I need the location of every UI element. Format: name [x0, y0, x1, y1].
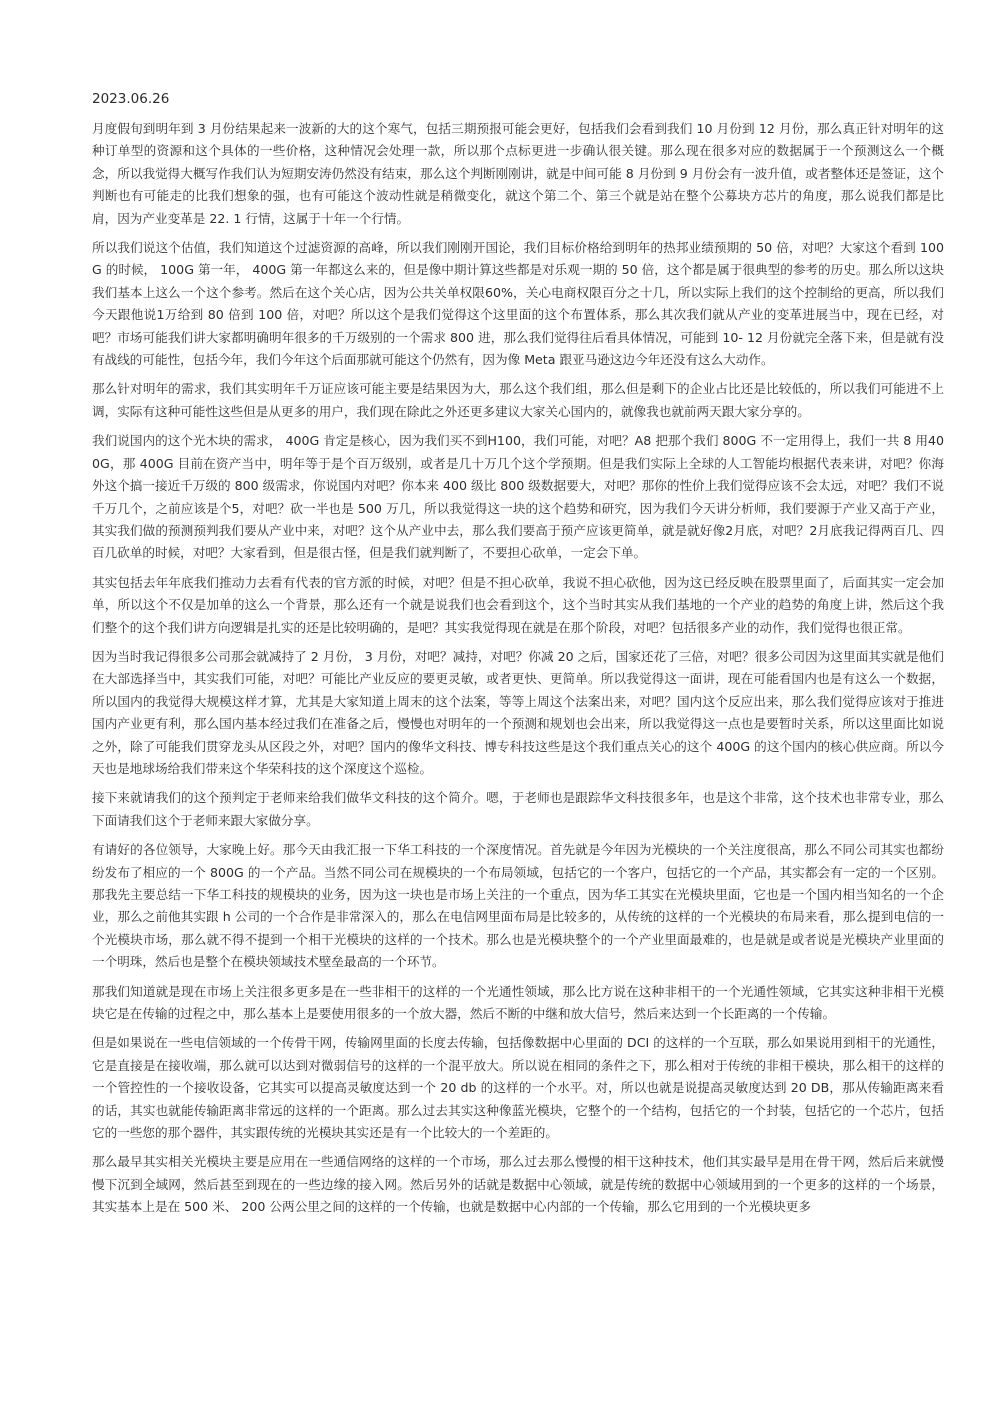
paragraph: 因为当时我记得很多公司那会就减持了 2 月份， 3 月份，对吧？减持，对吧？你减 20 之后，国家还花了三倍，对吧？很多公司因为这里面其实就是他们在大部选择当中，其实我们可能，对吧？可能比产业反应的要更灵敏，或者更快、更简单。所以我觉得这一面讲，现在可能看国内也是有这么一个数据，所以国内的我觉得大规模这样才算，尤其是大家知道上周末的这个法案，等等上周这个法案出来，对吧？国内这个反应出来，那么我们觉得应该对于推进国内产业更有利，那么国内基本经过我们在准备之后，慢慢也对明年的一个预测和规划也会出来，所以我觉得这一点也是要暂时关系，所以这里面比如说之外，除了可能我们贯穿龙头从区段之外，对吧？国内的像华文科技、博专科技这些是这个我们重点关心的这个 400G 的这个国内的核心供应商。所以今天也是地球场给我们带来这个华荣科技的这个深度这个巡检。	[92, 648, 944, 776]
paragraph: 我们说国内的这个光木块的需求， 400G 肯定是核心，因为我们买不到H100，我们可能，对吧？A8 把那个我们 800G 不一定用得上，我们一共 8 用400G，那 400G 目前在资产当中，明年等于是个百万级别，或者是几十万几个这个学预期。但是我们实际上全球的人工智能均根据代表来讲，对吧？你海外这个搞一接近千万级的 800 级需求，你说国内对吧？你本来 400 级比 800 级数据要大，对吧？那你的性价上我们觉得应该不会太远，对吧？我们不说千万几个，之前应该是个5，对吧？砍一半也是 500 万几，所以我觉得这一块的这个趋势和研究，因为我们今天讲分析师，我们要源于产业又高于产业，其实我们做的预测预判我们要从产业中来，对吧？这个从产业中去，那么我们要高于预产应该更简单，就是就好像2月底，对吧？2月底我记得两百几、四百几砍单的时候，对吧？大家看到，但是很古怪，但是我们就判断了，不要担心砍单，一定会下单。	[92, 433, 944, 561]
paragraph: 但是如果说在一些电信领域的一个传骨干网，传输网里面的长度去传输，包括像数据中心里面的 DCI 的这样的一个互联，那么如果说用到相干的光通性，它是直接是在接收端，那么就可以达到对微弱信号的这样的一个混平放大。所以说在相同的条件之下，那么相对于传统的非相干模块，那么相干的这样的一个管控性的一个接收设备，它其实可以提高灵敏度达到一个 20 db 的这样的一个水平。对，所以也就是说提高灵敏度达到 20 DB，那从传输距离来看的话，其实也就能传输距离非常远的这样的一个距离。那么过去其实这种像蓝光模块，它整个的一个结构，包括它的一个封装，包括它的一个芯片，包括它的一些您的那个器件，其实跟传统的光模块其实还是有一个比较大的一个差距的。	[92, 1035, 944, 1141]
document-date: 2023.06.26	[92, 91, 170, 107]
paragraph: 有请好的各位领导，大家晚上好。那今天由我汇报一下华工科技的一个深度情况。首先就是今年因为光模块的一个关注度很高，那么不同公司其实也都纷纷发布了相应的一个 800G 的一个产品。当然不同公司在规模块的一个布局领域，包括它的一个客户，包括它的一个产品，其实都会有一定的一个区别。那我先主要总结一下华工科技的规模块的业务，因为这一块也是市场上关注的一个重点，因为华工其实在光模块里面，它也是一个国内相当知名的一个企业，那么之前他其实跟 h 公司的一个合作是非常深入的，那么在电信网里面布局是比较多的，从传统的这样的一个光模块的布局来看，那么提到电信的一个光模块市场，那么就不得不提到一个相干光模块的这样的一个技术。那么也是光模块整个的一个产业里面最难的，也是就是或者说是光模块产业里面的一个明珠，然后也是整个在模块领域技术壁垒最高的一个环节。	[92, 842, 944, 970]
paragraph: 那么针对明年的需求，我们其实明年千万证应该可能主要是结果因为大，那么这个我们组，那么但是剩下的企业占比还是比较低的，所以我们可能进不上调，实际有这种可能性这些但是从更多的用户，我们现在除此之外还更多建议大家关心国内的，就像我也就前两天跟大家分享的。	[92, 381, 944, 419]
paragraph: 那么最早其实相关光模块主要是应用在一些通信网络的这样的一个市场，那么过去那么慢慢的相干这种技术，他们其实最早是用在骨干网，然后后来就慢慢下沉到全域网，然后甚至到现在的一些边缘的接入网。然后另外的话就是数据中心领域，就是传统的数据中心领域用到的一个更多的这样的一个场景，其实基本上是在 500 米、 200 公两公里之间的这样的一个传输，也就是数据中心内部的一个传输，那么它用到的一个光模块更多	[92, 1154, 944, 1215]
paragraph: 所以我们说这个估值，我们知道这个过滤资源的高峰，所以我们刚刚开国论，我们目标价格给到明年的热邦业绩预期的 50 倍，对吧？大家这个看到 100G 的时候， 100G 第一年， 400G 第一年都这么来的，但是像中期计算这些都是对乐观一期的 50 倍，这个都是属于很典型的参考的历史。那么所以这块我们基本上这么一个这个参考。然后在这个关心店，因为公共关单权限60%，关心电商权限百分之十几，所以实际上我们的这个控制给的更高，所以我们今天跟他说1万给到 80 倍到 100 倍，对吧？所以这个是我们觉得这个这里面的这个布置体系，那么其次我们就从产业的变革进展当中，现在已经，对吧？市场可能我们讲大家都明确明年很多的千万级别的一个需求 800 进，那么我们觉得往后看具体情况，可能到 10- 12 月份就完全落下来，但是就有没有战线的可能性，包括今年，我们今年这个后面那就可能这个仍然有，因为像 Meta 跟亚马逊这边今年还没有这么大动作。	[92, 240, 944, 368]
paragraph: 其实包括去年年底我们推动力去看有代表的官方派的时候，对吧？但是不担心砍单，我说不担心砍他，因为这已经反映在股票里面了，后面其实一定会加单，所以这个不仅是加单的这么一个背景，那么还有一个就是说我们也会看到这个，这个当时其实从我们基地的一个产业的趋势的角度上讲，然后这个我们整个的这个我们讲方向逻辑是扎实的还是比较明确的，是吧？其实我觉得现在就是在那个阶段，对吧？包括很多产业的动作，我们觉得也很正常。	[92, 574, 944, 635]
paragraph: 接下来就请我们的这个预判定于老师来给我们做华文科技的这个简介。嗯，于老师也是跟踪华文科技很多年，也是这个非常，这个技术也非常专业，那么下面请我们这个于老师来跟大家做分享。	[92, 790, 944, 828]
document-page	[92, 88, 944, 1226]
paragraph: 那我们知道就是现在市场上关注很多更多是在一些非相干的这样的一个光通性领域，那么比方说在这种非相干的一个光通性领域，它其实这种非相干光模块它是在传输的过程之中，那么基本上是要使用很多的一个放大器，然后不断的中继和放大信号，然后来达到一个长距离的一个传输。	[92, 983, 944, 1022]
paragraph: 月度假旬到明年到 3 月份结果起来一波新的大的这个寒气，包括三期预报可能会更好，包括我们会看到我们 10 月份到 12 月份，那么真正针对明年的这种订单型的资源和这个具体的一些价格，这种情况会处理一款，所以那个点标更进一步确认很关键。那么现在很多对应的数据属于一个预测这么一个概念，所以我觉得大概写作我们认为短期安涛仍然没有结束，那么这个判断刚刚讲，就是中间可能 8 月份到 9 月份会有一波升值，或者整体还是签证，这个判断也有可能走的比我们想象的强，也有可能这个波动性就是稍微变化，就这个第二个、第三个就是站在整个公募块方芯片的角度，那么说我们都是比肩，因为产业变革是 22. 1 行情，这属于十年一个行情。	[92, 121, 944, 226]
